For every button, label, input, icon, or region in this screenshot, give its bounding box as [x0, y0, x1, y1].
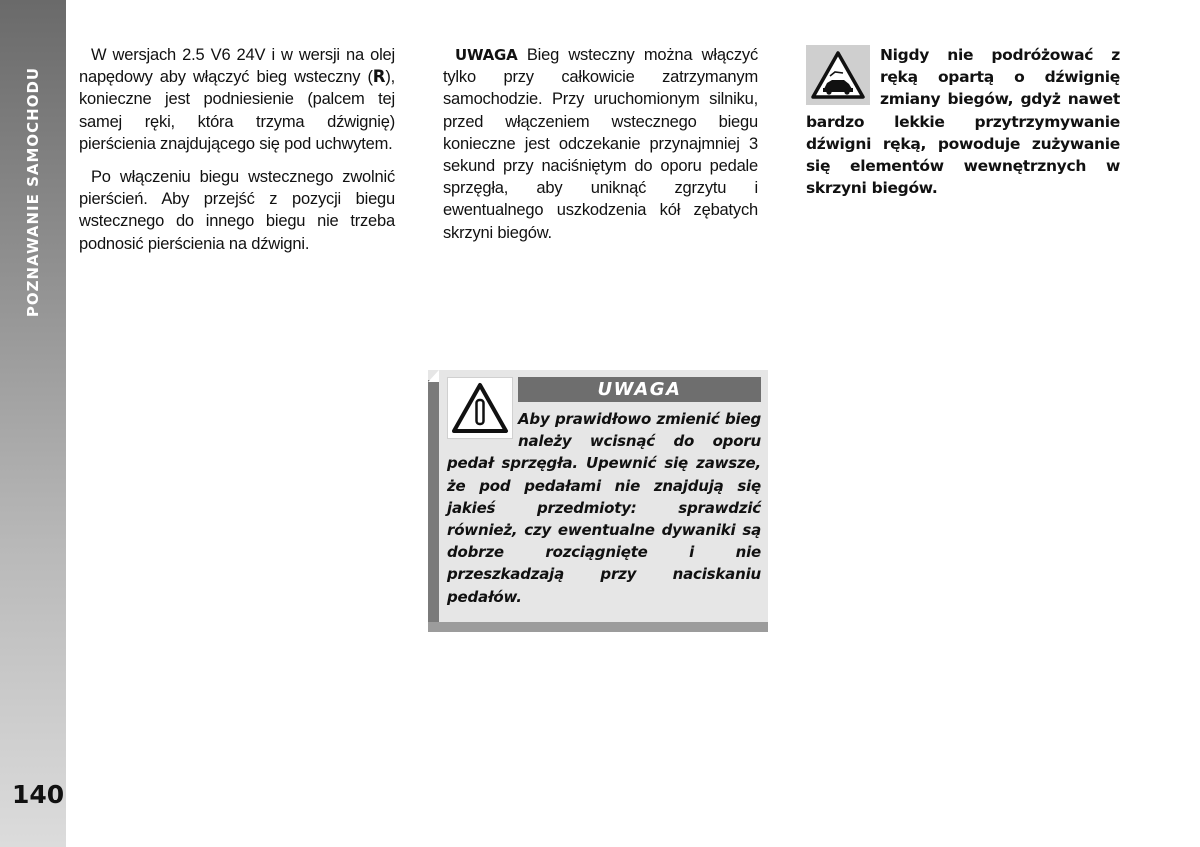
travel-warning-text: Nigdy nie podróżować z ręką opartą o dźwignię zmiany biegów, gdyż nawet bardzo lekkie przytrzymywanie dźwigni ręką, powoduje zużywanie się elementów wewnętrznych w skrzyni biegów. [806, 46, 1120, 198]
column-3 [806, 44, 1120, 199]
warning-box [428, 370, 768, 632]
side-band [0, 0, 66, 847]
box-shadow-corner [428, 370, 439, 382]
icon-spacer [447, 408, 518, 448]
warning-box-content [439, 370, 768, 622]
car-warning-icon [806, 45, 870, 105]
paragraph-reverse-gear [79, 44, 395, 155]
section-label: POZNAWANIE SAMOCHODU [24, 66, 42, 318]
p1-text-end: ), konieczne jest podniesienie (palcem tej samej ręki, która trzyma dźwignię) pierścienia znajdującego się pod uchwytem. [79, 68, 395, 153]
paragraph-caution [443, 44, 758, 244]
column-2 [443, 44, 758, 244]
warning-title: UWAGA [518, 377, 761, 402]
caution-heading: UWAGA [455, 46, 518, 64]
warning-text-block [447, 408, 761, 608]
box-shadow-bottom [428, 622, 768, 632]
box-shadow-left [428, 380, 439, 632]
column-1 [79, 44, 395, 255]
paragraph-release-ring: Po włączeniu biegu wstecznego zwolnić pierścień. Aby przejść z pozycji biegu wstecznego do innego biegu nie trzeba podnosić pierścienia na dźwigni. [79, 168, 395, 253]
caution-text: Bieg wsteczny można włączyć tylko przy całkowicie zatrzymanym samochodzie. Przy uruchomionym silniku, przed włączeniem wstecznego biegu konieczne jest odczekanie przynajmniej 3 sekund przy naciśniętym do oporu pedale sprzęgła, aby uniknąć zgrzytu i ewentualnego uszkodzenia kół zębatych skrzyni biegów. [443, 46, 758, 242]
page-number: 140 [12, 780, 65, 809]
reverse-gear-symbol: R [372, 67, 386, 87]
p1-text-start: W wersjach 2.5 V6 24V i w wersji na olej napędowy aby włączyć bieg wsteczny ( [79, 46, 395, 87]
warning-text: Aby prawidłowo zmienić bieg należy wcisnąć do oporu pedał sprzęgła. Upewnić się zawsze, że pod pedałami nie znajdują się jakieś przedmioty: sprawdzić również, czy ewentualne dywaniki są dobrze rozciągnięte i nie przeszkadzają przy naciskaniu pedałów. [447, 410, 761, 606]
